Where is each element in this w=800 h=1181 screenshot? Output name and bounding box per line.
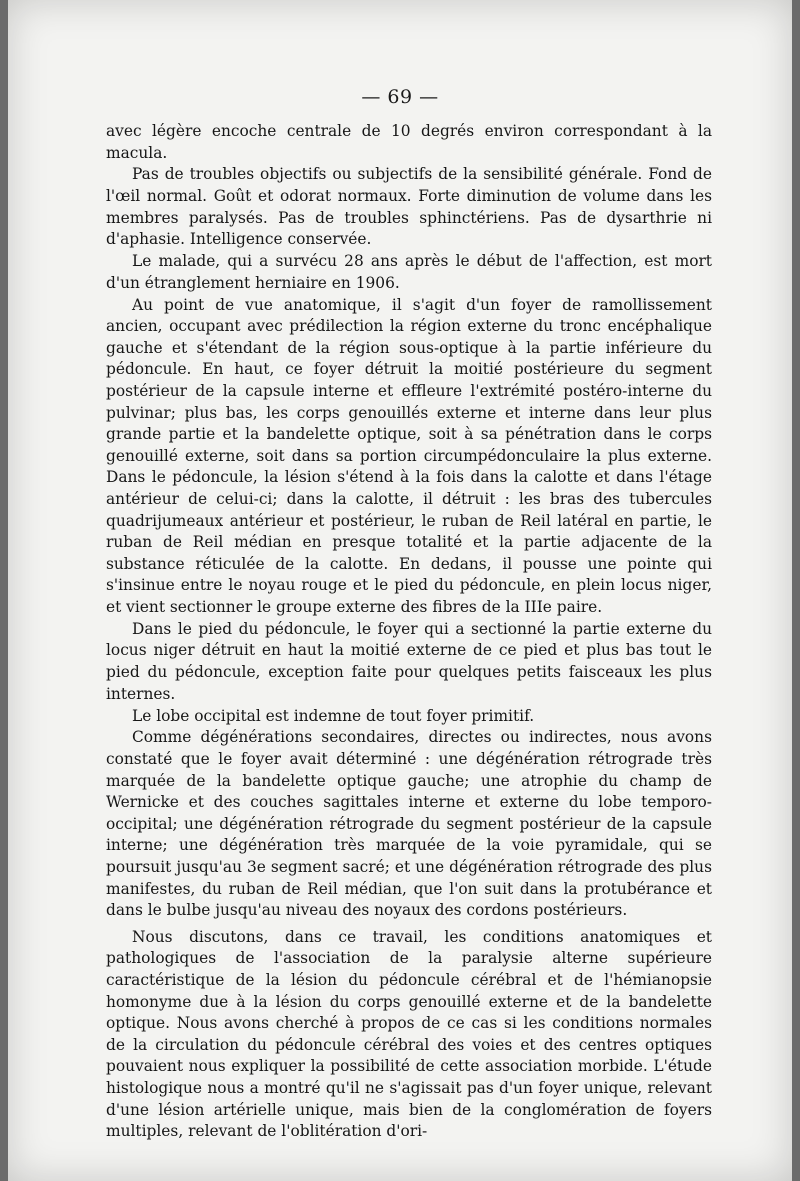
paragraph-clinical-findings: Pas de troubles objectifs ou subjectifs de la sensibilité générale. Fond de l'œil normal. Goût et odorat normaux. Forte diminution de volume dans les membres paralysés. Pas de troubles sphinctériens. Pas de dysarthrie ni d'aphasie. Intelligence conservée.	[106, 165, 712, 249]
paragraph-death: Le malade, qui a survécu 28 ans après le début de l'affection, est mort d'un étranglement herniaire en 1906.	[106, 252, 712, 292]
paragraph-anatomy: Au point de vue anatomique, il s'agit d'un foyer de ramollissement ancien, occupant avec prédilection la région externe du tronc encéphalique gauche et s'étendant de la région sous-optique à la partie inférieure du pédoncule. En haut, ce foyer détruit la moitié postérieure du segment postérieur de la capsule interne et effleure l'extrémité postéro-interne du pulvinar; plus bas, les corps genouillés externe et interne dans leur plus grande partie et la bandelette optique, soit à sa pénétration dans le corps genouillé externe, soit dans sa portion circumpédonculaire la plus externe. Dans le pédoncule, la lésion s'étend à la fois dans la calotte et dans l'étage antérieur de celui-ci; dans la calotte, il détruit : les bras des tubercules quadrijumeaux antérieur et postérieur, le ruban de Reil latéral en partie, le ruban de Reil médian en presque totalité et la partie adjacente de la substance réticulée de la calotte. En dedans, il pousse une pointe qui s'insinue entre le noyau rouge et le pied du pédoncule, en plein locus niger, et vient sectionner le groupe externe des fibres de la IIIe paire.	[106, 295, 712, 616]
paragraph-visual-field-end: avec légère encoche centrale de 10 degrés environ correspondant à la macula.	[106, 122, 712, 162]
paragraph-peduncle-foot: Dans le pied du pédoncule, le foyer qui a sectionné la partie externe du locus niger détruit en haut la moitié externe de ce pied et plus bas tout le pied du pédoncule, exception faite pour quelques petits faisceaux les plus internes.	[106, 619, 712, 703]
body-text	[106, 121, 712, 1143]
paragraph-degenerations: Comme dégénérations secondaires, directes ou indirectes, nous avons constaté que le foyer avait déterminé : une dégénération rétrograde très marquée de la bandelette optique gauche; une atrophie du champ de Wernicke et des couches sagittales interne et externe du lobe temporo-occipital; une dégénération rétrograde du segment postérieur de la capsule interne; une dégénération très marquée de la voie pyramidale, qui se poursuit jusqu'au 3e segment sacré; et une dégénération rétrograde des plus manifestes, du ruban de Reil médian, que l'on suit dans la protubérance et dans le bulbe jusqu'au niveau des noyaux des cordons postérieurs.	[106, 728, 712, 920]
paragraph-discussion: Nous discutons, dans ce travail, les conditions anatomiques et pathologiques de l'association de la paralysie alterne supérieure caractéristique de la lésion du pédoncule cérébral et de l'hémianopsie homonyme due à la lésion du corps genouillé externe et de la bandelette optique. Nous avons cherché à propos de ce cas si les conditions normales de la circulation du pédoncule cérébral des voies et des centres optiques pouvaient nous expliquer la possibilité de cette association morbide. L'étude histologique nous a montré qu'il ne s'agissait pas d'un foyer unique, relevant d'une lésion artérielle unique, mais bien de la conglomération de foyers multiples, relevant de l'oblitération d'ori-	[106, 927, 712, 1141]
page-number: — 69 —	[361, 86, 439, 108]
paragraph-occipital-lobe: Le lobe occipital est indemne de tout foyer primitif.	[132, 706, 535, 725]
